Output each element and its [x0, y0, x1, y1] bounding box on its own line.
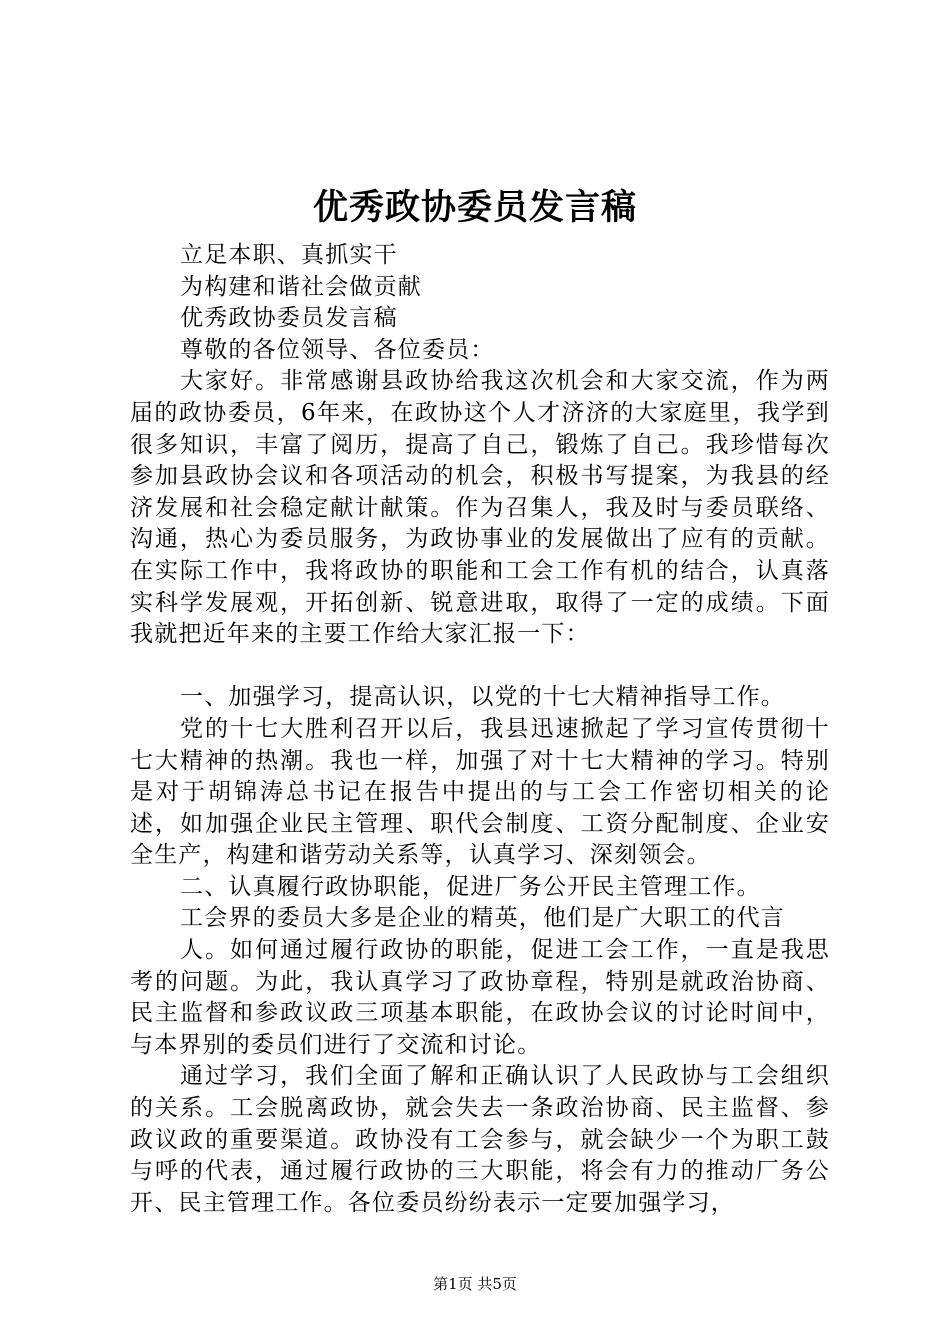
paragraph: 通过学习，我们全面了解和正确认识了人民政协与工会组织的关系。工会脱离政协，就会失去一条政治协商、民主监督、参政议政的重要渠道。政协没有工会参与，就会缺少一个为职工鼓与呼的代表，通过履行政协的三大职能，将会有力的推动厂务公开、民主管理工作。各位委员纷纷表示一定要加强学习， — [130, 1063, 830, 1216]
subtitle-line: 为构建和谐社会做贡献 — [180, 273, 422, 300]
document-body — [130, 240, 830, 1219]
paragraph — [130, 935, 830, 1061]
blank-line — [130, 651, 830, 683]
subtitle-line: 立足本职、真抓实干 — [180, 242, 398, 268]
section-heading: 二、认真履行政协职能，促进厂务公开民主管理工作。 — [180, 873, 761, 900]
subtitle-line: 优秀政协委员发言稿 — [180, 305, 398, 332]
salutation: 尊敬的各位领导、各位委员： — [180, 336, 495, 363]
section-heading: 一、加强学习，提高认识，以党的十七大精神指导工作。 — [180, 684, 785, 711]
page-footer: 第1页 共5页 — [433, 1275, 517, 1293]
document-title: 优秀政协委员发言稿 — [312, 187, 637, 228]
paragraph-line: 工会界的委员大多是企业的精英，他们是广大职工的代言 — [180, 905, 785, 932]
paragraph-text: 人。如何通过履行政协的职能，促进工会工作，一直是我思考的问题。为此，我认真学习了政协章程，特别是就政治协商、民主监督和参政议政三项基本职能，在政协会议的讨论时间中，与本界别的委员们进行了交流和讨论。 — [130, 937, 830, 1058]
paragraph: 党的十七大胜利召开以后，我县迅速掀起了学习宣传贯彻十七大精神的热潮。我也一样，加强了对十七大精神的学习。特别是对于胡锦涛总书记在报告中提出的与工会工作密切相关的论述，如加强企业民主管理、职代会制度、工资分配制度、企业安全生产，构建和谐劳动关系等，认真学习、深刻领会。 — [130, 715, 830, 869]
paragraph: 大家好。非常感谢县政协给我这次机会和大家交流，作为两届的政协委员，6年来，在政协这个人才济济的大家庭里，我学到很多知识，丰富了阅历，提高了自己，锻炼了自己。我珍惜每次参加县政协会议和各项活动的机会，积极书写提案，为我县的经济发展和社会稳定献计献策。作为召集人，我及时与委员联络、沟通，热心为委员服务，为政协事业的发展做出了应有的贡献。在实际工作中，我将政协的职能和工会工作有机的结合，认真落实科学发展观，开拓创新、锐意进取，取得了一定的成绩。下面我就把近年来的主要工作给大家汇报一下： — [130, 368, 830, 648]
